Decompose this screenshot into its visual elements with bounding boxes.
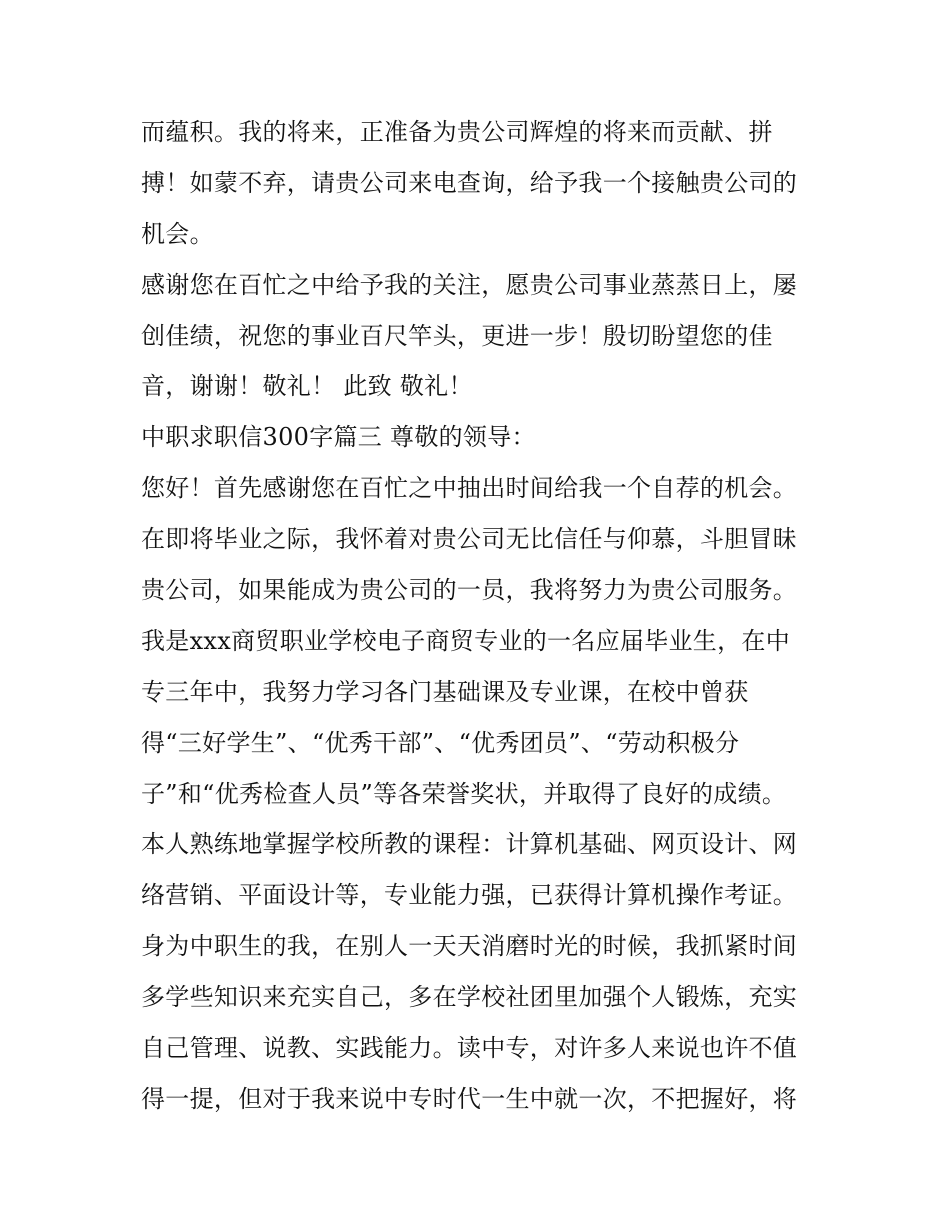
- text-line: 机会。: [141, 219, 214, 248]
- text-line: 络营销、平面设计等，专业能力强，已获得计算机操作考证。: [141, 881, 798, 910]
- text-line: 身为中职生的我，在别人一天天消磨时光的时候，我抓紧时间: [141, 932, 798, 961]
- text-line: 搏！如蒙不弃，请贵公司来电查询，给予我一个接触贵公司的: [141, 168, 798, 197]
- text-line: 多学些知识来充实自己，多在学校社团里加强个人锻炼，充实: [141, 983, 798, 1012]
- letter-body: [141, 107, 821, 1125]
- text-line: 得“三好学生”、“优秀干部”、“优秀团员”、“劳动积极分: [141, 728, 740, 757]
- text-line: 专三年中，我努力学习各门基础课及专业课，在校中曾获: [141, 677, 749, 706]
- section-heading: 中职求职信300字篇三 尊敬的领导：: [141, 423, 536, 452]
- text-line: 感谢您在百忙之中给予我的关注，愿贵公司事业蒸蒸日上，屡: [141, 270, 798, 299]
- text-line: 我是xxx商贸职业学校电子商贸专业的一名应届毕业生，在中: [141, 626, 791, 655]
- text-line: 本人熟练地掌握学校所教的课程：计算机基础、网页设计、网: [141, 830, 798, 859]
- text-line: 而蕴积。我的将来，正准备为贵公司辉煌的将来而贡献、拼: [141, 118, 773, 146]
- text-line: 得一提，但对于我来说中专时代一生中就一次，不把握好，将: [141, 1084, 798, 1113]
- text-line: 您好！首先感谢您在百忙之中抽出时间给我一个自荐的机会。: [141, 474, 798, 503]
- text-line: 创佳绩，祝您的事业百尺竿头，更进一步！殷切盼望您的佳: [141, 321, 773, 350]
- text-line: 音，谢谢！敬礼！ 此致 敬礼！: [141, 372, 473, 401]
- text-line: 贵公司，如果能成为贵公司的一员，我将努力为贵公司服务。: [141, 576, 798, 605]
- text-line: 在即将毕业之际，我怀着对贵公司无比信任与仰慕，斗胆冒昧: [141, 525, 798, 554]
- text-line: 子”和“优秀检查人员”等各荣誉奖状，并取得了良好的成绩。: [141, 779, 787, 808]
- text-line: 自己管理、说教、实践能力。读中专，对许多人来说也许不值: [141, 1034, 798, 1063]
